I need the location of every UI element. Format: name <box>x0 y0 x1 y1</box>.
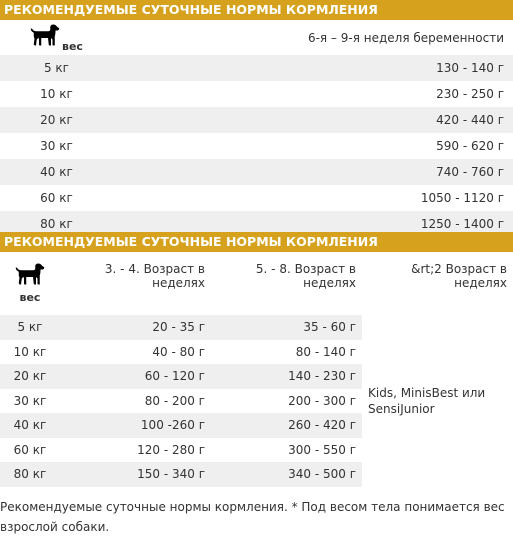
footnote: Рекомендуемые суточные нормы кормления. * Под весом тела понимается вес взрослой собаки. <box>0 500 505 534</box>
dog-icon <box>15 262 45 286</box>
age-3-4-cell: 60 - 120 г <box>60 364 211 389</box>
table-row <box>0 107 513 133</box>
table2-col-b-head: 5. - 8. Возраст в неделях <box>255 262 356 290</box>
weight-cell: 10 кг <box>13 344 47 359</box>
table2-weight-label: вес <box>19 291 41 304</box>
age-5-8-cell: 35 - 60 г <box>211 315 362 340</box>
weight-cell: 40 кг <box>0 413 60 438</box>
table-row <box>0 81 513 107</box>
weight-cell: 30 кг <box>40 139 73 153</box>
weight-cell: 40 кг <box>0 159 113 185</box>
table-row <box>0 185 513 211</box>
weight-cell: 80 кг <box>0 211 113 237</box>
table-row <box>0 55 513 81</box>
value-cell: 1250 - 1400 г <box>113 211 513 237</box>
dog-icon <box>30 23 60 47</box>
value-cell: 1050 - 1120 г <box>420 191 504 205</box>
weight-cell: 60 кг <box>13 442 47 457</box>
feeding-table-pregnancy <box>0 20 513 237</box>
value-cell: 740 - 760 г <box>113 159 513 185</box>
table2-header: РЕКОМЕНДУЕМЫЕ СУТОЧНЫЕ НОРМЫ КОРМЛЕНИЯ <box>0 232 513 252</box>
age-3-4-cell: 120 - 280 г <box>137 442 205 457</box>
weight-cell: 10 кг <box>40 87 73 101</box>
age-3-4-cell: 40 - 80 г <box>152 344 205 359</box>
table2-col-c-head: &rt;2 Возраст в неделях <box>411 262 507 290</box>
age-3-4-cell: 20 - 35 г <box>60 315 211 340</box>
weight-cell: 5 кг <box>0 55 113 81</box>
age-5-8-cell: 80 - 140 г <box>295 344 356 359</box>
product-note: Kids, MinisBest или SensiJunior <box>362 315 513 487</box>
weight-cell: 80 кг <box>0 462 60 487</box>
table1-weight-label: вес <box>62 39 83 53</box>
weight-cell: 60 кг <box>40 191 73 205</box>
table-row <box>0 133 513 159</box>
value-cell: 230 - 250 г <box>436 87 504 101</box>
table-row <box>0 159 513 185</box>
weight-cell: 30 кг <box>13 393 47 408</box>
weight-cell: 5 кг <box>0 315 60 340</box>
age-3-4-cell: 100 -260 г <box>60 413 211 438</box>
feeding-table-puppies <box>0 252 513 487</box>
table2-weight-head <box>0 252 60 315</box>
value-cell: 420 - 440 г <box>113 107 513 133</box>
weight-cell: 20 кг <box>0 364 60 389</box>
table1-head-row <box>0 20 513 55</box>
table1-value-head: 6-я – 9-я неделя беременности <box>307 30 504 45</box>
table-row <box>0 315 513 340</box>
value-cell: 590 - 620 г <box>436 139 504 153</box>
weight-cell: 20 кг <box>0 107 113 133</box>
age-5-8-cell: 140 - 230 г <box>211 364 362 389</box>
age-5-8-cell: 340 - 500 г <box>211 462 362 487</box>
table1-header: РЕКОМЕНДУЕМЫЕ СУТОЧНЫЕ НОРМЫ КОРМЛЕНИЯ <box>0 0 513 20</box>
table2-head-row <box>0 252 513 315</box>
age-5-8-cell: 300 - 550 г <box>288 442 356 457</box>
age-5-8-cell: 260 - 420 г <box>211 413 362 438</box>
age-5-8-cell: 200 - 300 г <box>288 393 356 408</box>
age-3-4-cell: 80 - 200 г <box>144 393 205 408</box>
table1-weight-head <box>0 20 113 55</box>
table2-col-a-head: 3. - 4. Возраст в неделях <box>104 262 205 290</box>
age-3-4-cell: 150 - 340 г <box>60 462 211 487</box>
value-cell: 130 - 140 г <box>113 55 513 81</box>
